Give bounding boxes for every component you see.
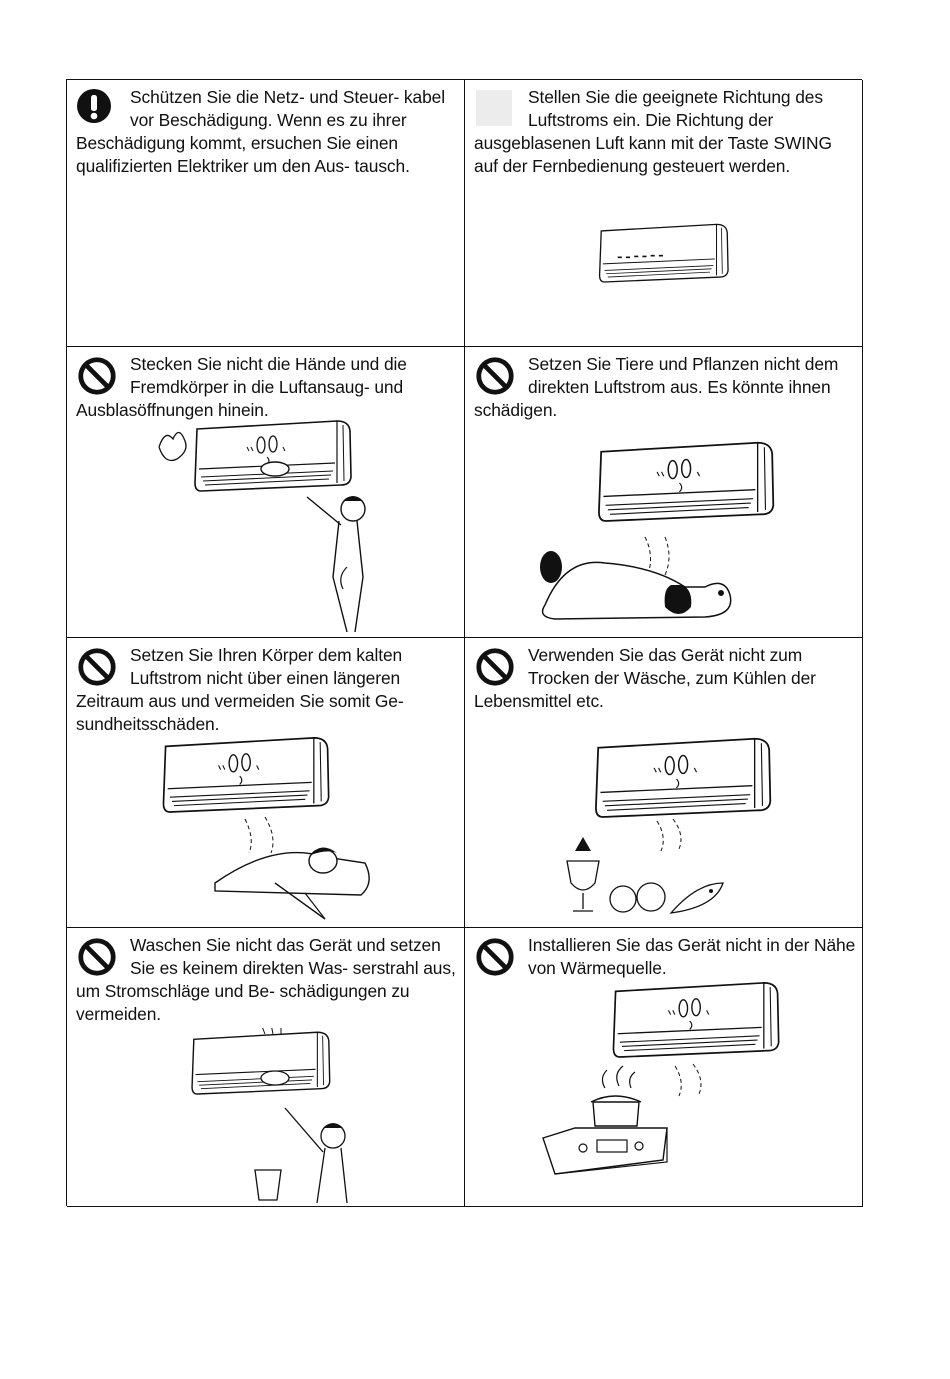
warning-table: [66, 79, 862, 1206]
warning-cell-hands-openings: [67, 347, 465, 638]
warning-text: Installieren Sie das Gerät nicht in der Nähe von Wärmequelle.: [528, 935, 856, 978]
washing-unit-illustration: [185, 1028, 365, 1203]
warning-cell-airflow-direction: [465, 80, 863, 347]
warning-cell-power-cable: [67, 80, 465, 347]
warning-text: Stellen Sie die geeignete Richtung des Luftstroms ein. Die Richtung der ausgeblasenen Luft kann mit der Taste SWING auf der Fernbedienung gesteuert werden.: [474, 87, 832, 176]
prohibited-icon: [76, 355, 122, 397]
sleeping-person-illustration: [155, 733, 395, 923]
warning-text: Verwenden Sie das Gerät nicht zum Trocken der Wäsche, zum Kühlen der Lebensmittel etc.: [474, 645, 816, 711]
warning-cell-cold-airflow: [67, 638, 465, 928]
warning-text: Waschen Sie nicht das Gerät und setzen Sie es keinem direkten Was- serstrahl aus, um Stromschläge und Be- schädigungen zu vermeiden.: [76, 935, 456, 1024]
warning-cell-drying-laundry: [465, 638, 863, 928]
stove-under-unit-illustration: [535, 978, 795, 1193]
food-under-unit-illustration: [547, 733, 797, 923]
prohibited-icon: [76, 646, 122, 688]
warning-cell-animals-plants: [465, 347, 863, 638]
dog-under-unit-illustration: [525, 437, 795, 627]
warning-text: Setzen Sie Ihren Körper dem kalten Luftstrom nicht über einen längeren Zeitraum aus und vermeiden Sie somit Ge- sundheitsschäden.: [76, 645, 404, 734]
warning-cell-no-washing: [67, 928, 465, 1207]
warning-text: Stecken Sie nicht die Hände und die Fremdkörper in die Luftansaug- und Ausblasöffnungen hinein.: [76, 354, 407, 420]
hand-in-unit-illustration: [157, 417, 387, 632]
warning-text: Setzen Sie Tiere und Pflanzen nicht dem direkten Luftstrom aus. Es könnte ihnen schädigen.: [474, 354, 839, 420]
exclamation-icon: [76, 88, 122, 130]
blank-icon: [474, 88, 520, 130]
prohibited-icon: [474, 355, 520, 397]
warning-text: Schützen Sie die Netz- und Steuer- kabel vor Beschädigung. Wenn es zu ihrer Beschädigung kommt, ersuchen Sie einen qualifizierten Elektriker um den Aus- tausch.: [76, 87, 446, 176]
warning-cell-heat-source: [465, 928, 863, 1207]
air-conditioner-illustration: [593, 218, 733, 290]
prohibited-icon: [474, 936, 520, 978]
prohibited-icon: [76, 936, 122, 978]
prohibited-icon: [474, 646, 520, 688]
